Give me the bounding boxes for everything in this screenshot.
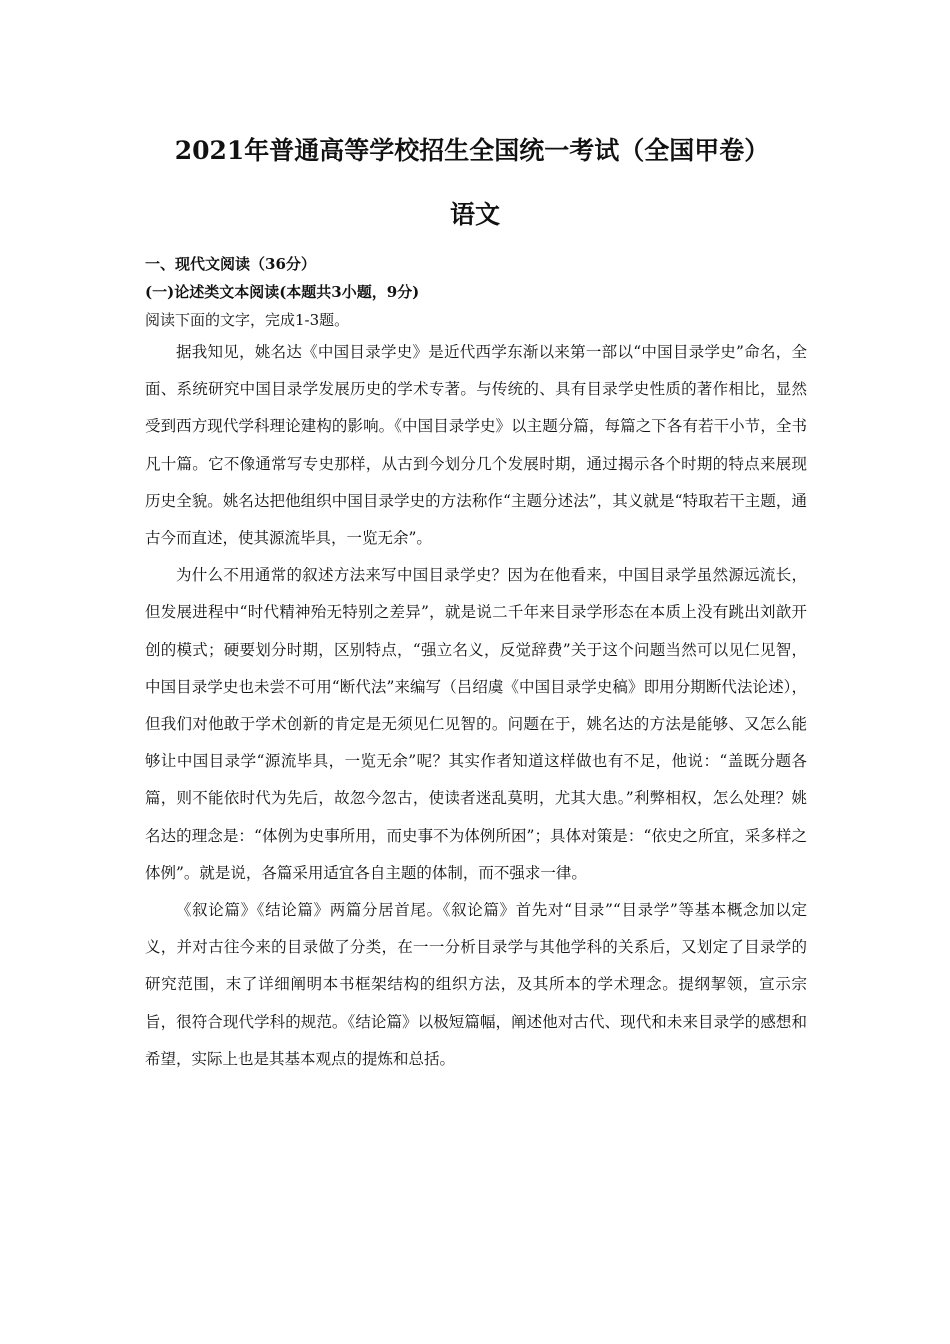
passage-paragraph-1: 据我知见，姚名达《中国目录学史》是近代西学东渐以来第一部以“中国目录学史”命名，全面、系统研究中国目录学发展历史的学术专著。与传统的、具有目录学史性质的著作相比，显然受到西方现代学科理论建构的影响。《中国目录学史》以主题分篇，每篇之下各有若干小节，全书凡十篇。它不像通常写专史那样，从古到今划分几个发展时期，通过揭示各个时期的特点来展现历史全貌。姚名达把他组织中国目录学史的方法称作“主题分述法”，其义就是“特取若干主题，通古今而直述，使其源流毕具，一览无余”。	[145, 343, 807, 548]
subject-title: 语文	[449, 200, 500, 229]
exam-title: 2021年普通高等学校招生全国统一考试（全国甲卷）	[174, 136, 770, 165]
passage-paragraph-2: 为什么不用通常的叙述方法来写中国目录学史？因为在他看来，中国目录学虽然源远流长，但发展进程中“时代精神殆无特别之差异”，就是说二千年来目录学形态在本质上没有跳出刘歆开创的模式；硬要划分时期，区别特点，“强立名义，反觉辞费”关于这个问题当然可以见仁见智，中国目录学史也未尝不可用“断代法”来编写（吕绍虞《中国目录学史稿》即用分期断代法论述），但我们对他敢于学术创新的肯定是无须见仁见智的。问题在于，姚名达的方法是能够、又怎么能够让中国目录学“源流毕具，一览无余”呢？其实作者知道这样做也有不足，他说：“盖既分题各篇，则不能依时代为先后，故忽今忽古，使读者迷乱莫明，尤其大患。”利弊相权，怎么处理？姚名达的理念是：“体例为史事所用，而史事不为体例所困”；具体对策是：“依史之所宜，采多样之体例”。就是说，各篇采用适宜各自主题的体制，而不强求一律。	[145, 566, 807, 882]
reading-instruction: 阅读下面的文字，完成1-3题。	[145, 311, 350, 329]
exam-content	[145, 250, 807, 1078]
passage-paragraph-3: 《叙论篇》《结论篇》两篇分居首尾。《叙论篇》首先对“目录”“目录学”等基本概念加以定义，并对古往今来的目录做了分类，在一一分析目录学与其他学科的关系后，又划定了目录学的研究范围，末了详细阐明本书框架结构的组织方法，及其所本的学术理念。提纲挈领，宣示宗旨，很符合现代学科的规范。《结论篇》以极短篇幅，阐述他对古代、现代和未来目录学的感想和希望，实际上也是其基本观点的提炼和总括。	[145, 901, 807, 1068]
subsection-heading: (一)论述类文本阅读(本题共3小题，9分)	[145, 283, 420, 301]
section-heading: 一、现代文阅读（36分）	[145, 255, 316, 273]
